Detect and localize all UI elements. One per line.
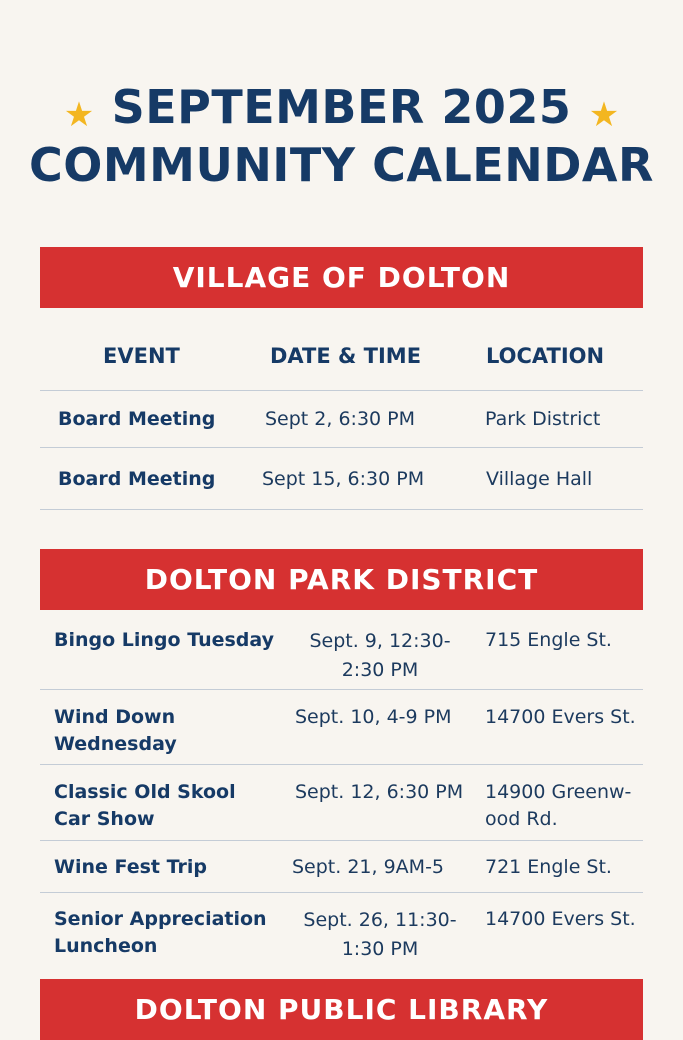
- column-header-date: DATE & TIME: [270, 344, 422, 368]
- event-date: Sept 15, 6:30 PM: [262, 468, 425, 490]
- divider: [40, 509, 643, 510]
- event-location: 721 Engle St.: [485, 856, 612, 878]
- table-row: [40, 892, 643, 978]
- event-location: 14700 Evers St.: [485, 706, 636, 728]
- event-date: Sept. 12, 6:30 PM: [295, 781, 464, 803]
- column-header-location: LOCATION: [486, 344, 605, 368]
- event-location: 14700 Evers St.: [485, 908, 636, 930]
- page-title-line2: COMMUNITY CALENDAR: [29, 138, 654, 192]
- event-date: Sept 2, 6:30 PM: [265, 408, 416, 430]
- star-icon: ★: [588, 95, 620, 135]
- event-location: Village Hall: [486, 468, 593, 490]
- event-name: Senior Appreciation Luncheon: [54, 908, 267, 957]
- event-date: Sept. 9, 12:30- 2:30 PM: [309, 630, 451, 681]
- page-title-line1: SEPTEMBER 2025: [111, 80, 572, 134]
- table-row: [40, 764, 643, 841]
- table-row: [40, 447, 643, 510]
- section-banner-library: DOLTON PUBLIC LIBRARY: [40, 979, 643, 1040]
- section-banner-park-district: DOLTON PARK DISTRICT: [40, 549, 643, 610]
- event-name: Board Meeting: [58, 408, 216, 430]
- event-location: 14900 Greenw- ood Rd.: [485, 781, 632, 830]
- star-icon: ★: [63, 95, 95, 135]
- event-date: Sept. 21, 9AM-5: [292, 856, 445, 878]
- event-name: Classic Old Skool Car Show: [54, 781, 236, 830]
- event-date: Sept. 26, 11:30- 1:30 PM: [303, 909, 457, 960]
- event-name: Board Meeting: [58, 468, 216, 490]
- event-location: Park District: [485, 408, 601, 430]
- event-location: 715 Engle St.: [485, 629, 612, 651]
- event-name: Wine Fest Trip: [54, 856, 207, 878]
- event-name: Bingo Lingo Tuesday: [54, 629, 275, 651]
- column-header-event: EVENT: [103, 344, 180, 368]
- table-row: [40, 840, 643, 893]
- table-row: [40, 390, 643, 448]
- table-row: [40, 610, 643, 689]
- event-date: Sept. 10, 4-9 PM: [295, 706, 452, 728]
- table-row: [40, 689, 643, 765]
- event-name: Wind Down Wednesday: [54, 706, 177, 755]
- section-banner-village: VILLAGE OF DOLTON: [40, 247, 643, 308]
